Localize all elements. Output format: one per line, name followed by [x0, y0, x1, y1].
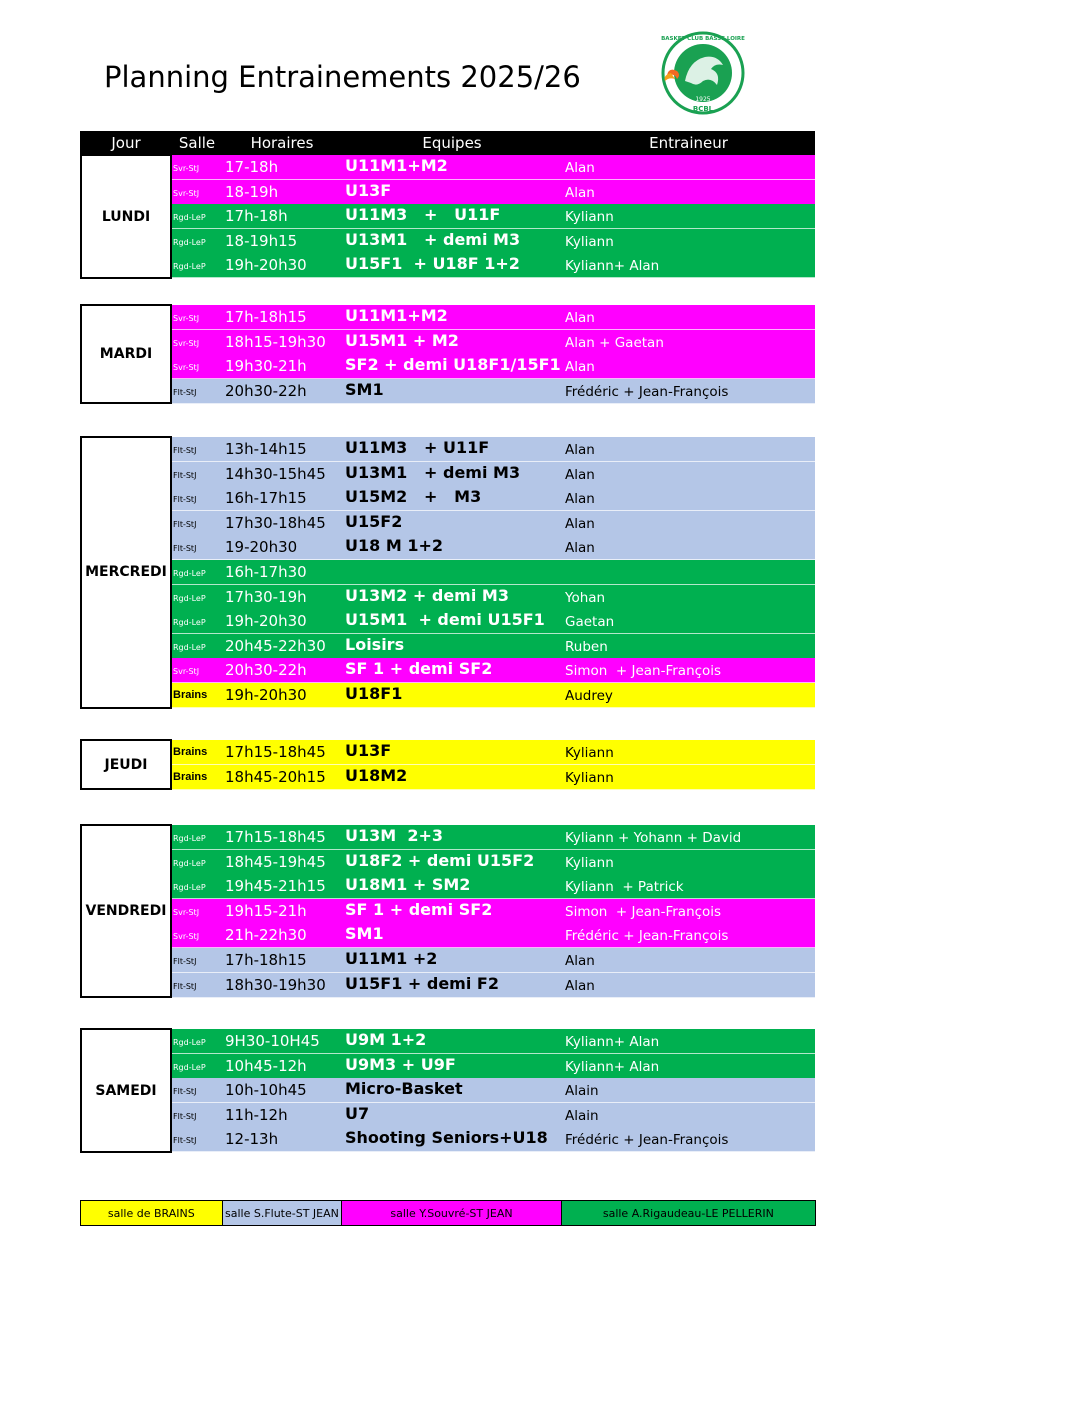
equipe: U18M2 [345, 765, 408, 785]
entraineur: Alain [565, 1083, 599, 1100]
entraineur: Kyliann [565, 854, 614, 871]
equipe: U11M1 +2 [345, 949, 438, 968]
salle-code: Brains [173, 770, 208, 783]
equipe: U13F [345, 741, 392, 760]
horaire: 10h-10h45 [225, 1081, 307, 1100]
equipe: Shooting Seniors+U18 [345, 1128, 548, 1148]
horaire: 17h30-19h [225, 587, 307, 606]
horaire: 21h-22h30 [225, 926, 307, 945]
horaire: 17h-18h [225, 207, 288, 226]
day-label: SAMEDI [95, 1082, 157, 1099]
equipe: U15M2 + M3 [345, 487, 482, 507]
schedule-row [172, 1078, 815, 1103]
schedule-row [172, 253, 815, 278]
entraineur: Frédéric + Jean-François [565, 383, 729, 400]
horaire: 20h30-22h [225, 661, 307, 680]
schedule-row [172, 354, 815, 379]
equipe: U11M3 + U11F [345, 205, 501, 225]
horaire: 18h15-19h30 [225, 332, 326, 351]
salle-code: Flt-StJ [173, 544, 197, 554]
horaire: 17h-18h15 [225, 951, 307, 969]
schedule-row [172, 204, 815, 229]
legend-souvre: salle Y.Souvré-ST JEAN [342, 1201, 561, 1225]
equipe: U9M3 + U9F [345, 1054, 456, 1074]
horaire: 18h30-19h30 [225, 975, 326, 994]
header-horaires: Horaires [250, 134, 314, 152]
entraineur: Simon + Jean-François [565, 663, 722, 680]
salle-code: Flt-StJ [173, 1136, 197, 1146]
horaire: 17h15-18h45 [225, 743, 326, 761]
horaire: 17h30-18h45 [225, 513, 326, 532]
day-mardi [80, 304, 172, 404]
schedule-row [172, 1054, 815, 1079]
schedule-row [172, 683, 815, 708]
schedule-row [172, 948, 815, 973]
equipe: SM1 [345, 379, 384, 399]
schedule-row [172, 923, 815, 948]
salle-code: Rgd-LeP [173, 834, 206, 843]
entraineur: Kyliann [565, 769, 614, 786]
horaire: 20h45-22h30 [225, 636, 326, 655]
schedule-row [172, 658, 815, 683]
salle-code: Flt-StJ [173, 1111, 197, 1121]
entraineur: Kyliann + Patrick [565, 879, 684, 896]
salle-code: Rgd-LeP [173, 593, 206, 603]
day-lundi [80, 154, 172, 279]
day-label: MARDI [99, 346, 153, 363]
horaire: 11h-12h [225, 1105, 288, 1124]
schedule-row [172, 765, 815, 790]
schedule-row [172, 305, 815, 330]
horaire: 19h-20h30 [225, 612, 307, 631]
day-label: VENDREDI [85, 903, 167, 920]
equipe: U7 [345, 1103, 370, 1123]
schedule-row [172, 740, 815, 765]
salle-code: Flt-StJ [173, 446, 197, 455]
schedule-row [172, 585, 815, 610]
legend [80, 1200, 816, 1226]
salle-code: Flt-StJ [173, 1087, 197, 1097]
entraineur: Alan [565, 515, 595, 532]
page-title: Planning Entrainements 2025/26 [104, 60, 581, 94]
logo-year: 1925 [695, 96, 711, 103]
header-entraineur: Entraineur [649, 134, 728, 152]
club-logo [655, 31, 751, 115]
salle-code: Rgd-LeP [173, 213, 206, 223]
salle-code: Svr-StJ [173, 188, 200, 198]
entraineur: Ruben [565, 638, 608, 655]
salle-code: Rgd-LeP [173, 883, 206, 893]
equipe: U18M1 + SM2 [345, 875, 471, 895]
schedule-row [172, 511, 815, 536]
equipe: U13M 2+3 [345, 826, 443, 845]
salle-code: Svr-StJ [173, 363, 200, 373]
logo-ring-text: BASKET CLUB BASSE LOIRE [661, 36, 745, 42]
table-header [80, 131, 815, 155]
entraineur: Yohan [565, 589, 606, 606]
salle-code: Rgd-LeP [173, 858, 206, 868]
horaire: 20h30-22h [225, 381, 307, 400]
horaire: 17h15-18h45 [225, 828, 326, 846]
horaire: 10h45-12h [225, 1056, 307, 1075]
equipe: SM1 [345, 924, 384, 944]
salle-code: Brains [173, 689, 208, 701]
horaire: 14h30-15h45 [225, 464, 326, 483]
entraineur: Kyliann+ Alan [565, 258, 660, 275]
schedule-row [172, 874, 815, 899]
equipe: U18F1 [345, 684, 403, 703]
entraineur: Alan [565, 977, 595, 994]
horaire: 18h45-19h45 [225, 852, 326, 871]
header-jour: Jour [111, 134, 141, 152]
equipe: U11M3 + U11F [345, 438, 490, 457]
legend-flute: salle S.Flute-ST JEAN [223, 1201, 343, 1225]
header-equipes: Equipes [422, 134, 482, 152]
entraineur: Alan + Gaetan [565, 334, 664, 351]
day-mercredi [80, 436, 172, 709]
horaire: 9H30-10H45 [225, 1032, 320, 1050]
schedule-row [172, 437, 815, 462]
equipe: U15F1 + U18F 1+2 [345, 254, 520, 274]
salle-code: Flt-StJ [173, 470, 197, 480]
schedule-row [172, 180, 815, 205]
horaire: 19h-20h30 [225, 686, 307, 704]
entraineur: Alain [565, 1107, 599, 1124]
day-label: LUNDI [101, 208, 151, 225]
equipe: Loisirs [345, 634, 405, 654]
entraineur: Alan [565, 359, 595, 376]
schedule-row [172, 486, 815, 511]
salle-code: Rgd-LeP [173, 618, 206, 628]
salle-code: Flt-StJ [173, 387, 197, 397]
schedule-row [172, 1029, 815, 1054]
horaire: 18-19h [225, 182, 279, 201]
horaire: 19h-20h30 [225, 256, 307, 275]
equipe: SF 1 + demi SF2 [345, 659, 493, 679]
equipe: U13M1 + demi M3 [345, 229, 521, 249]
entraineur: Kyliann [565, 233, 614, 250]
equipe: U11M1+M2 [345, 306, 448, 325]
header-salle: Salle [178, 134, 216, 152]
salle-code: Svr-StJ [173, 907, 200, 917]
entraineur: Alan [565, 540, 595, 557]
schedule-row [172, 560, 815, 585]
horaire: 19h30-21h [225, 357, 307, 376]
entraineur: Alan [565, 184, 595, 201]
schedule-row [172, 973, 815, 998]
salle-code: Rgd-LeP [173, 1038, 206, 1047]
entraineur: Alan [565, 310, 595, 326]
equipe: U15M1 + demi U15F1 [345, 610, 545, 630]
logo-initials: BCBL [692, 105, 714, 113]
horaire: 16h-17h30 [225, 563, 307, 581]
horaire: 18-19h15 [225, 231, 298, 250]
schedule-row [172, 229, 815, 254]
schedule-row [172, 609, 815, 634]
schedule-row [172, 825, 815, 850]
schedule-row [172, 1127, 815, 1152]
equipe: U9M 1+2 [345, 1030, 427, 1049]
equipe: U18F2 + demi U15F2 [345, 850, 535, 870]
schedule-row [172, 462, 815, 487]
entraineur: Simon + Jean-François [565, 903, 722, 920]
equipe: U11M1+M2 [345, 156, 448, 175]
schedule-row [172, 155, 815, 180]
salle-code: Brains [173, 746, 208, 758]
equipe: U13F [345, 180, 392, 200]
salle-code: Flt-StJ [173, 495, 197, 505]
day-vendredi [80, 824, 172, 998]
salle-code: Flt-StJ [173, 957, 197, 966]
horaire: 19h15-21h [225, 901, 307, 920]
entraineur: Alan [565, 953, 595, 969]
entraineur: Gaetan [565, 614, 615, 631]
schedule-row [172, 379, 815, 404]
entraineur: Kyliann + Yohann + David [565, 830, 742, 846]
entraineur: Kyliann [565, 209, 614, 226]
horaire: 13h-14h15 [225, 440, 307, 458]
equipe: SF2 + demi U18F1/15F1 [345, 355, 561, 375]
horaire: 17h-18h15 [225, 308, 307, 326]
day-label: MERCREDI [85, 564, 167, 581]
entraineur: Frédéric + Jean-François [565, 928, 729, 945]
salle-code: Svr-StJ [173, 932, 200, 942]
equipe: U15F1 + demi F2 [345, 973, 499, 993]
horaire: 17-18h [225, 158, 279, 176]
salle-code: Svr-StJ [173, 164, 200, 173]
equipe: U15F2 [345, 511, 403, 531]
salle-code: Flt-StJ [173, 981, 197, 991]
equipe: Micro-Basket [345, 1079, 463, 1099]
entraineur: Audrey [565, 688, 613, 704]
salle-code: Rgd-LeP [173, 569, 206, 578]
day-samedi [80, 1028, 172, 1153]
entraineur: Alan [565, 442, 595, 458]
equipe: U18 M 1+2 [345, 536, 443, 556]
entraineur: Kyliann [565, 745, 614, 761]
salle-code: Svr-StJ [173, 667, 200, 677]
schedule-row [172, 1103, 815, 1128]
horaire: 18h45-20h15 [225, 767, 326, 786]
schedule-row [172, 330, 815, 355]
entraineur: Alan [565, 466, 595, 483]
salle-code: Svr-StJ [173, 338, 200, 348]
equipe: SF 1 + demi SF2 [345, 899, 493, 919]
equipe: U15M1 + M2 [345, 330, 459, 350]
horaire: 19-20h30 [225, 538, 298, 557]
entraineur: Alan [565, 160, 595, 176]
salle-code: Svr-StJ [173, 314, 200, 323]
schedule-row [172, 850, 815, 875]
day-label: JEUDI [104, 756, 148, 773]
entraineur: Frédéric + Jean-François [565, 1132, 729, 1149]
entraineur: Kyliann+ Alan [565, 1034, 660, 1050]
schedule-row [172, 535, 815, 560]
horaire: 16h-17h15 [225, 489, 307, 508]
salle-code: Rgd-LeP [173, 262, 206, 272]
horaire: 12-13h [225, 1130, 279, 1149]
day-jeudi [80, 739, 172, 790]
horaire: 19h45-21h15 [225, 877, 326, 896]
legend-brains: salle de BRAINS [81, 1201, 223, 1225]
entraineur: Kyliann+ Alan [565, 1058, 660, 1075]
legend-rigaudeau: salle A.Rigaudeau-LE PELLERIN [562, 1201, 815, 1225]
salle-code: Rgd-LeP [173, 1062, 206, 1072]
schedule-row [172, 634, 815, 659]
salle-code: Rgd-LeP [173, 642, 206, 652]
entraineur: Alan [565, 491, 595, 508]
salle-code: Flt-StJ [173, 519, 197, 529]
equipe: U13M1 + demi M3 [345, 462, 521, 482]
salle-code: Rgd-LeP [173, 237, 206, 247]
schedule-row [172, 899, 815, 924]
equipe: U13M2 + demi M3 [345, 585, 509, 605]
